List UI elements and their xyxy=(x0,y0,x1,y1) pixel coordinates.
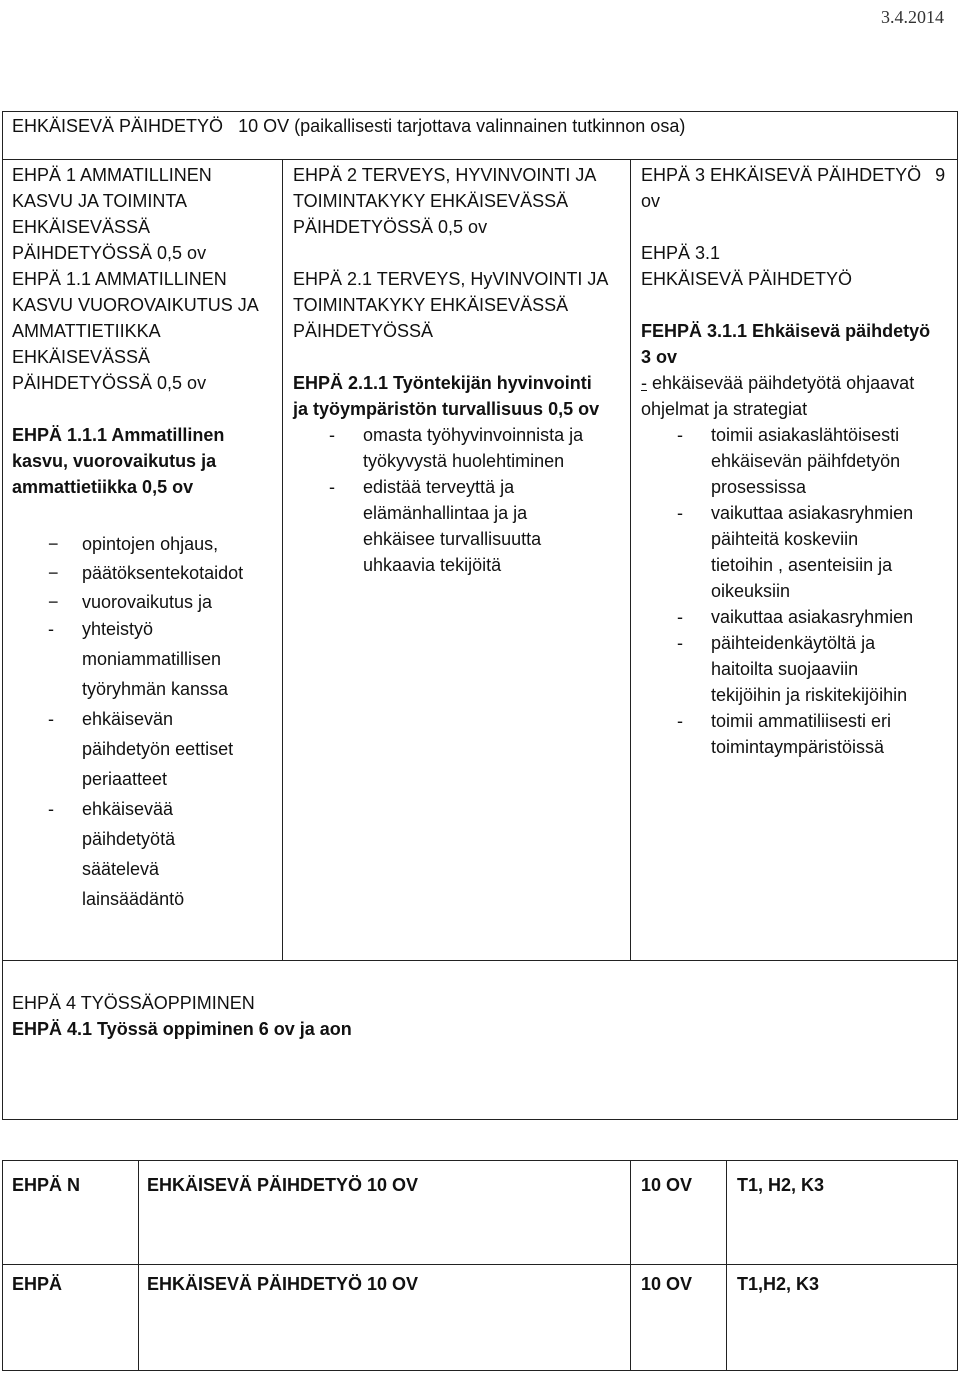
list-item: - vaikuttaa asiakasryhmien xyxy=(641,604,945,630)
list-item: − päätöksentekotaidot xyxy=(12,559,243,588)
summary-row-2-name: EHKÄISEVÄ PÄIHDETYÖ 10 OV xyxy=(147,1274,419,1294)
col2-bold-line: EHPÄ 2.1.1 Työntekijän hyvinvointi xyxy=(293,373,592,393)
col2-line: EHPÄ 2 TERVEYS, HYVINVOINTI JA xyxy=(293,165,597,185)
table-header xyxy=(12,113,685,139)
header-title-bold: EHKÄISEVÄ PÄIHDETYÖ xyxy=(12,116,224,136)
summary-row-2-ov: 10 OV xyxy=(641,1274,693,1294)
bullet-dash: − xyxy=(48,592,59,612)
col1-line: KASVU VUOROVAIKUTUS JA xyxy=(12,295,259,315)
col3-title: EHPÄ 3 EHKÄISEVÄ PÄIHDETYÖ 9 xyxy=(641,165,946,185)
list-item: - ehkäisevän päihdetyön eettiset periaatteet xyxy=(12,704,233,794)
col3-sub-line: EHPÄ 3.1 xyxy=(641,243,721,263)
column-2 xyxy=(293,162,608,578)
summary-col-divider-2 xyxy=(630,1160,631,1371)
summary-row-1-ov: 10 OV xyxy=(641,1175,693,1195)
summary-row-2-code: EHPÄ xyxy=(12,1274,63,1294)
summary-row-1-name: EHKÄISEVÄ PÄIHDETYÖ 10 OV xyxy=(147,1175,419,1195)
col2-line: EHPÄ 2.1 TERVEYS, HyVINVOINTI JA xyxy=(293,269,609,289)
col1-bullets-a xyxy=(12,530,243,617)
header-title-rest: 10 OV (paikallisesti tarjottava valinnainen tutkinnon osa) xyxy=(238,116,686,136)
list-item: - omasta työhyvinvoinnista ja työkyvystä huolehtiminen xyxy=(293,422,608,474)
col-divider-1 xyxy=(282,159,283,961)
col1-line: KASVU JA TOIMINTA xyxy=(12,191,188,211)
col2-line: PÄIHDETYÖSSÄ xyxy=(293,321,434,341)
bullet-dash: - xyxy=(677,711,683,731)
col3-intro: - ehkäisevää päihdetyötä ohjaavat xyxy=(641,373,915,393)
section4-subtitle: EHPÄ 4.1 Työssä oppiminen 6 ov ja aon xyxy=(12,1019,352,1039)
section4-title: EHPÄ 4 TYÖSSÄOPPIMINEN xyxy=(12,993,255,1013)
col3-sub-line: EHKÄISEVÄ PÄIHDETYÖ xyxy=(641,269,853,289)
col1-line: PÄIHDETYÖSSÄ 0,5 ov xyxy=(12,243,207,263)
col2-bold-line: ja työympäristön turvallisuus 0,5 ov xyxy=(293,399,600,419)
document-date: 3.4.2014 xyxy=(881,7,944,27)
col1-line: PÄIHDETYÖSSÄ 0,5 ov xyxy=(12,373,207,393)
bullet-dash: - xyxy=(677,425,683,445)
list-item: - toimii ammatiliisesti eri toimintaympäristöissä xyxy=(641,708,945,760)
summary-row-divider xyxy=(2,1264,958,1265)
col2-line: TOIMINTAKYKY EHKÄISEVÄSSÄ xyxy=(293,191,569,211)
bullet-dash: - xyxy=(677,607,683,627)
col3-bold-line: 3 ov xyxy=(641,347,678,367)
col1-bold-line: EHPÄ 1.1.1 Ammatillinen xyxy=(12,425,225,445)
summary-col-divider-3 xyxy=(726,1160,727,1371)
bullet-dash: - xyxy=(329,477,335,497)
col-divider-2 xyxy=(630,159,631,961)
header-divider xyxy=(2,159,958,160)
list-item: - ehkäisevää päihdetyötä säätelevä lainsäädäntö xyxy=(12,794,233,914)
list-item: - edistää terveyttä ja elämänhallintaa ja ja ehkäisee turvallisuutta uhkaavia tekijöitä xyxy=(293,474,608,578)
bullet-dash: − xyxy=(48,534,59,554)
list-item: - vaikuttaa asiakasryhmien päihteitä koskeviin tietoihin , asenteisiin ja oikeuksiin xyxy=(641,500,945,604)
col1-bold-line: kasvu, vuorovaikutus ja xyxy=(12,451,217,471)
col3-intro-line2: ohjelmat ja strategiat xyxy=(641,399,808,419)
list-item: − vuorovaikutus ja xyxy=(12,588,243,617)
summary-row-1-criteria: T1, H2, K3 xyxy=(737,1175,825,1195)
col1-bold-line: ammattietiikka 0,5 ov xyxy=(12,477,194,497)
col2-line: PÄIHDETYÖSSÄ 0,5 ov xyxy=(293,217,488,237)
section-4 xyxy=(12,990,352,1042)
col3-title-ov: ov xyxy=(641,191,661,211)
section4-divider xyxy=(2,960,958,961)
bullet-dash: − xyxy=(48,563,59,583)
list-item: - toimii asiakaslähtöisesti ehkäisevän päihfdetyön prosessissa xyxy=(641,422,945,500)
col1-line: EHPÄ 1.1 AMMATILLINEN xyxy=(12,269,227,289)
summary-row-2-criteria: T1,H2, K3 xyxy=(737,1274,820,1294)
summary-row-1-code: EHPÄ N xyxy=(12,1175,81,1195)
bullet-dash: - xyxy=(48,799,54,819)
col1-line: EHPÄ 1 AMMATILLINEN xyxy=(12,165,212,185)
column-1 xyxy=(12,162,259,500)
col1-line: EHKÄISEVÄSSÄ xyxy=(12,217,151,237)
col2-line: TOIMINTAKYKY EHKÄISEVÄSSÄ xyxy=(293,295,569,315)
bullet-dash: - xyxy=(677,503,683,523)
col1-bullets-b xyxy=(12,614,233,914)
bullet-dash: - xyxy=(48,619,54,639)
list-item: - päihteidenkäytöltä ja haitoilta suojaaviin tekijöihin ja riskitekijöihin xyxy=(641,630,945,708)
bullet-dash: - xyxy=(329,425,335,445)
bullet-dash: - xyxy=(677,633,683,653)
list-item: - yhteistyö moniammatillisen työryhmän kanssa xyxy=(12,614,233,704)
col1-line: EHKÄISEVÄSSÄ xyxy=(12,347,151,367)
list-item: − opintojen ohjaus, xyxy=(12,530,243,559)
bullet-dash: - xyxy=(48,709,54,729)
summary-col-divider-1 xyxy=(138,1160,139,1371)
col3-bold-line: FEHPÄ 3.1.1 Ehkäisevä päihdetyö xyxy=(641,321,931,341)
col1-line: AMMATTIETIIKKA xyxy=(12,321,161,341)
column-3 xyxy=(641,162,945,760)
